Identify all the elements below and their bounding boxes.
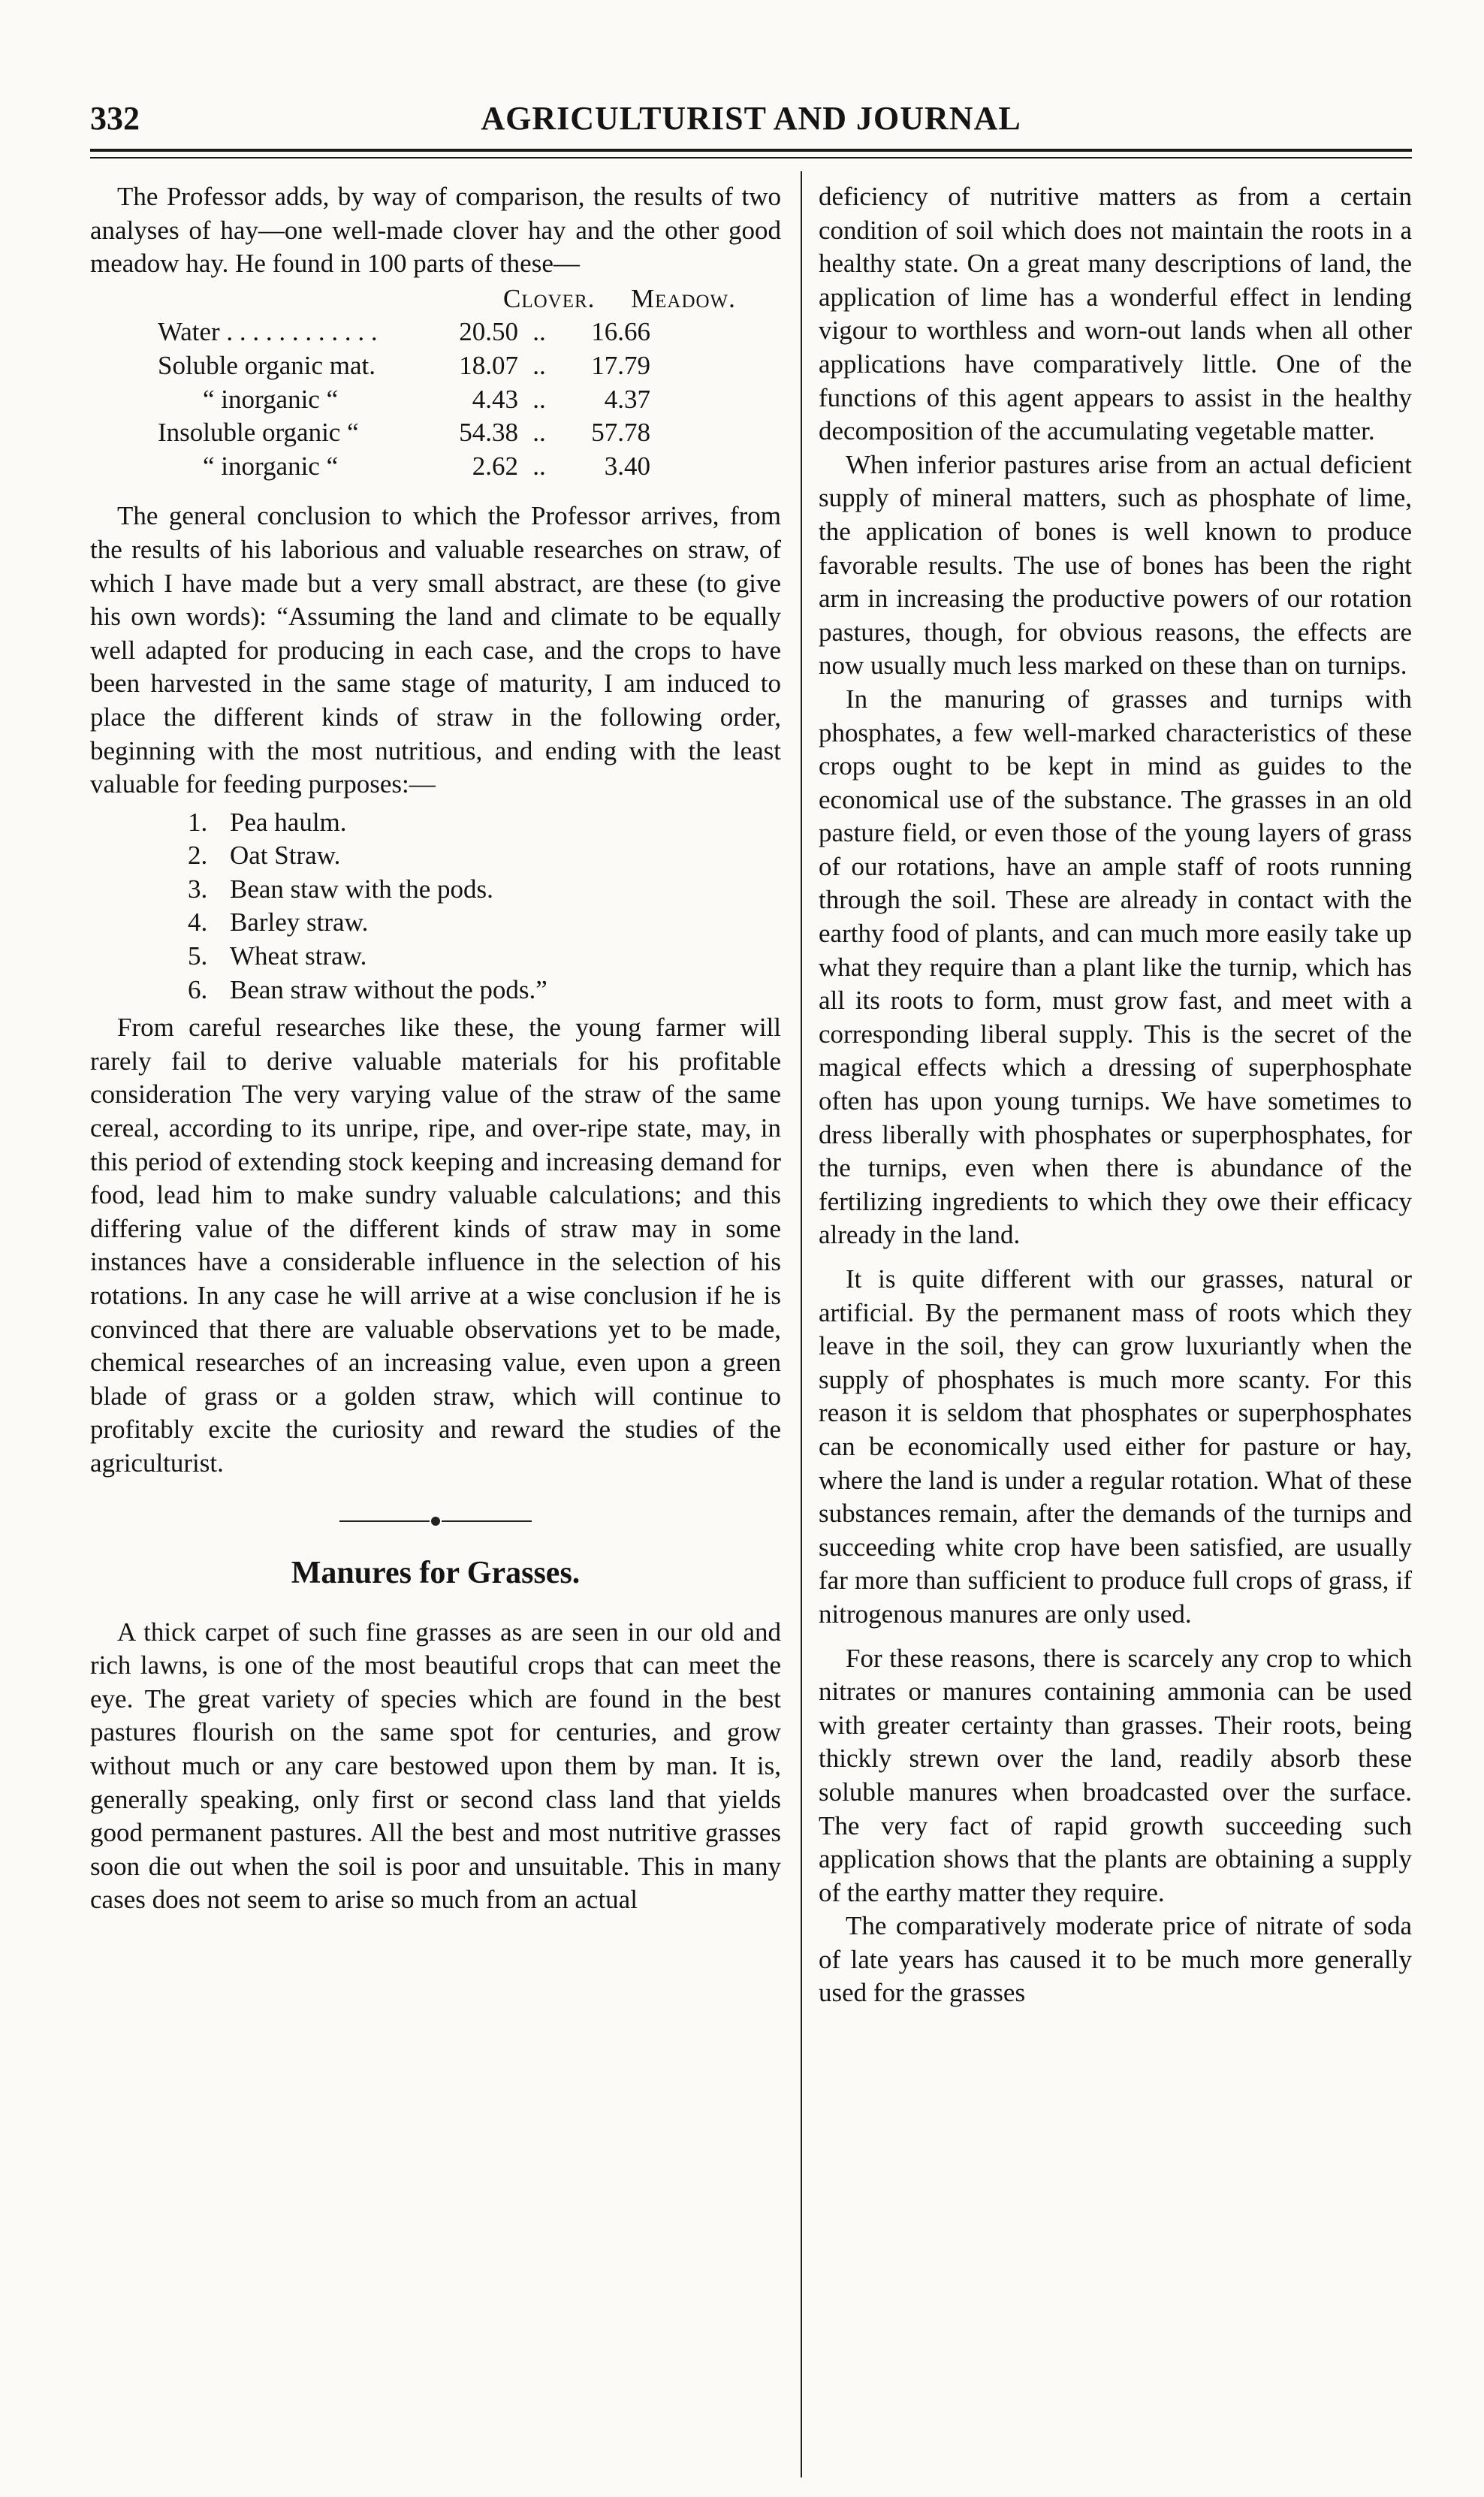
- meadow-value: 4.37: [604, 384, 650, 414]
- table-row: “ inorganic “ 4.43 .. 4.37: [90, 383, 781, 417]
- paragraph: The comparatively moderate price of nitrate of soda of late years has caused it to be much more generally used for the grasses: [819, 1911, 1412, 2008]
- list-item: 4. Barley straw.: [188, 907, 369, 938]
- clover-value: 20.50: [459, 317, 518, 347]
- table-row: Insoluble organic “ 54.38 .. 57.78: [90, 416, 781, 450]
- paragraph: The general conclusion to which the Professor arrives, from the results of his laborious and valuable researches on straw, of which I have made but a very small abstract, are these (to give his own words): “Assuming the land and climate to be equally well adapted for producing in each case, and the crops to have been harvested in the same stage of maturity, I am induced to place the different kinds of straw in the following order, beginning with the most nutritious, and ending with the least valuable for feeding purposes:—: [90, 501, 781, 799]
- clover-value: 18.07: [459, 350, 518, 380]
- clover-value: 54.38: [459, 418, 518, 448]
- meadow-value: 57.78: [591, 418, 650, 448]
- list-item: 3. Bean staw with the pods.: [188, 874, 493, 904]
- paragraph: The Professor adds, by way of comparison, the results of two analyses of hay—one well-made clover hay and the other good meadow hay. He found in 100 parts of these—: [90, 182, 781, 279]
- row-label: Soluble organic mat.: [158, 350, 376, 380]
- table-row: Soluble organic mat. 18.07 .. 17.79: [90, 349, 781, 383]
- meadow-value: 16.66: [591, 317, 650, 347]
- list-item: 6. Bean straw without the pods.”: [188, 974, 547, 1004]
- table-col-clover: Clover.: [503, 283, 596, 313]
- header-rule-thin: [90, 157, 1412, 159]
- table-row: “ inorganic “ 2.62 .. 3.40: [90, 450, 781, 484]
- paragraph: A thick carpet of such fine grasses as are seen in our old and rich lawns, is one of the most beautiful crops that can meet the eye. The great variety of species which are found in the best pastures flourish on the same spot for centuries, and grow without much or any care bestowed upon them by man. It is, generally speaking, only first or second class land that yields good permanent pastures. All the best and most nutritive grasses soon die out when the soil is poor and unsuitable. This in many cases does not seem to arise so much from an actual: [90, 1617, 781, 1915]
- table-col-meadow: Meadow.: [631, 283, 736, 313]
- list-item: 2. Oat Straw.: [188, 841, 341, 871]
- paragraph: deficiency of nutritive matters as from a certain condition of soil which does not maintain the roots in a healthy state. On a great many descriptions of land, the application of lime has a wonderful effect in lending vigour to worthless and worn-out lands when all other applications have comparatively little. One of the functions of this agent appears to assist in the healthy decomposition of the accumulating vegetable matter.: [819, 182, 1412, 446]
- running-title: AGRICULTURIST AND JOURNAL: [481, 100, 1021, 137]
- meadow-value: 17.79: [591, 350, 650, 380]
- paragraph: When inferior pastures arise from an actual deficient supply of mineral matters, such as phosphate of lime, the application of bones is well known to produce favorable results. The use of bones has been the right arm in increasing the productive powers of our rotation pastures, though, for obvious reasons, the effects are now usually much less marked on these than on turnips.: [819, 449, 1412, 681]
- row-label: Water . . . . . . . . . . . .: [158, 317, 378, 347]
- paragraph: For these reasons, there is scarcely any crop to which nitrates or manures containing ammonia can be used with greater certainty than grasses. Their roots, being thickly strewn over the land, readily absorb these soluble manures when broadcasted over the surface. The very fact of rapid growth succeeding such application shows that the plants are obtaining a supply of the earthy matter they require.: [819, 1643, 1412, 1907]
- row-label: “ inorganic “: [203, 384, 339, 414]
- paragraph: It is quite different with our grasses, natural or artificial. By the permanent mass of roots which they leave in the soil, they can grow luxuriantly when the supply of phosphates is much more scanty. For this reason it is seldom that phosphates or superphosphates can be economically used either for pasture or hay, where the land is under a regular rotation. What of these substances remain, after the demands of the turnips and succeeding white crop have been satisfied, are usually far more than sufficient to produce full crops of grass, if nitrogenous manures are only used.: [819, 1264, 1412, 1629]
- hay-analysis-table: [90, 282, 781, 484]
- column-divider: [801, 171, 802, 2477]
- section-ornament: [90, 1517, 781, 1526]
- table-header: [90, 282, 781, 316]
- meadow-value: 3.40: [604, 451, 650, 481]
- row-label: “ inorganic “: [203, 451, 339, 481]
- section-title: Manures for Grasses.: [291, 1555, 581, 1590]
- right-column: [819, 180, 1412, 2010]
- clover-value: 2.62: [472, 451, 518, 481]
- paragraph: From careful researches like these, the young farmer will rarely fail to derive valuable materials for his profitable consideration The very varying value of the straw of the same cereal, according to its unripe, ripe, and over-ripe state, may, in this period of extending stock keeping and increasing demand for food, lead him to make sundry valuable calculations; and this differing value of the different kinds of straw may in some instances have a considerable influence in the selection of his rotations. In any case he will arrive at a wise conclusion if he is convinced that there are valuable observations yet to be made, chemical researches of an increasing value, even upon a green blade of grass or a golden straw, which will continue to profitably excite the curiosity and reward the studies of the agriculturist.: [90, 1013, 781, 1478]
- row-label: Insoluble organic “: [158, 418, 359, 448]
- header-rule-thick: [90, 149, 1412, 152]
- clover-value: 4.43: [472, 384, 518, 414]
- table-row: Water . . . . . . . . . . . . 20.50 .. 16.66: [90, 316, 781, 349]
- straw-ranking-list: [90, 806, 781, 1007]
- page-header: [90, 89, 1412, 141]
- list-item: 5. Wheat straw.: [188, 941, 367, 971]
- paragraph: In the manuring of grasses and turnips with phosphates, a few well-marked characteristics of these crops ought to be kept in mind as guides to the economical use of the substance. The grasses in an old pasture field, or even those of the young layers of grass of our rotations, have an ample staff of roots running through the soil. These are already in contact with the earthy food of plants, and can much more easily take up what they require than a plant like the turnip, which has all its roots to form, must grow fast, and meet with a corresponding liberal supply. This is the secret of the magical effects which a dressing of superphosphate often has upon young turnips. We have sometimes to dress liberally with phosphates or superphosphates, for the turnips, even when there is abundance of the fertilizing ingredients to which they owe their efficacy already in the land.: [819, 684, 1412, 1250]
- list-item: 1. Pea haulm.: [188, 807, 347, 837]
- page-number: 332: [90, 100, 140, 137]
- left-column: [90, 180, 781, 1917]
